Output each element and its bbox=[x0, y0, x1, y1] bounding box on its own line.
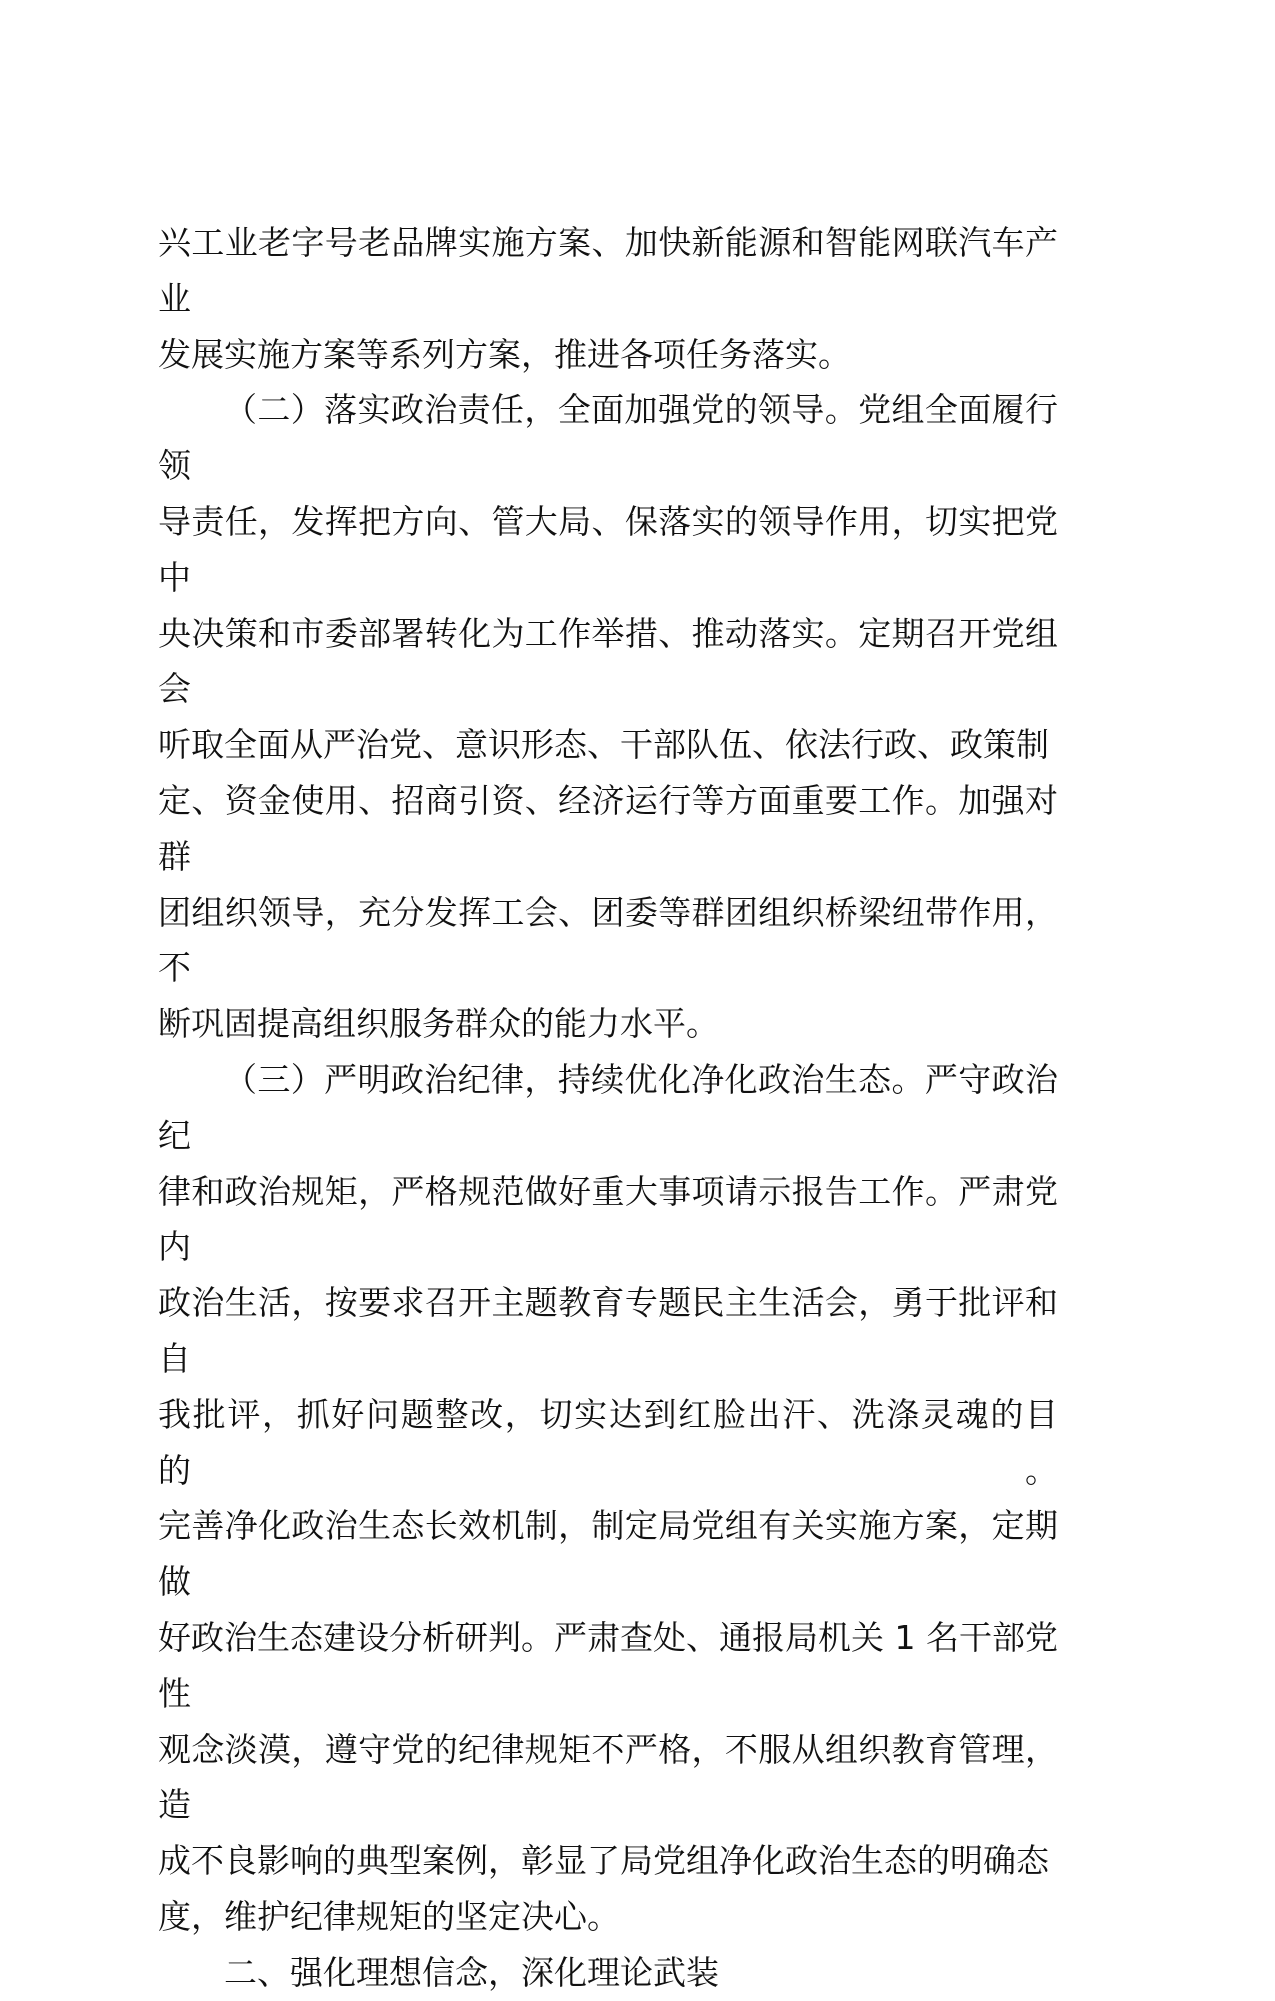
text-line: （二）落实政治责任，全面加强党的领导。党组全面履行领 bbox=[158, 390, 1058, 486]
text-line: 完善净化政治生态长效机制，制定局党组有关实施方案，定期做 bbox=[158, 1506, 1058, 1602]
heading-text: 二、强化理想信念，深化理论武装 bbox=[224, 1952, 719, 1992]
text-line: 度，维护纪律规矩的坚定决心。 bbox=[158, 1896, 620, 1936]
text-line: 我批评，抓好问题整改，切实达到红脸出汗、洗涤灵魂的目的。 bbox=[158, 1394, 1058, 1490]
text-line: 定、资金使用、招商引资、经济运行等方面重要工作。加强对群 bbox=[158, 780, 1058, 876]
text-line: 好政治生态建设分析研判。严肃查处、通报局机关 1 名干部党性 bbox=[158, 1617, 1058, 1713]
text-line: 律和政治规矩，严格规范做好重大事项请示报告工作。严肃党内 bbox=[158, 1171, 1058, 1267]
text-line: 听取全面从严治党、意识形态、干部队伍、依法行政、政策制 bbox=[158, 725, 1049, 765]
text-line: 发展实施方案等系列方案，推进各项任务落实。 bbox=[158, 334, 851, 374]
text-line: 团组织领导，充分发挥工会、团委等群团组织桥梁纽带作用，不 bbox=[158, 892, 1058, 988]
text-line: 成不良影响的典型案例，彰显了局党组净化政治生态的明确态 bbox=[158, 1841, 1049, 1881]
paragraph-section-2 bbox=[158, 382, 1058, 1052]
text-line: 央决策和市委部署转化为工作举措、推动落实。定期召开党组会 bbox=[158, 613, 1058, 709]
text-line: 导责任，发挥把方向、管大局、保落实的领导作用，切实把党中 bbox=[158, 501, 1058, 597]
text-line: 观念淡漠，遵守党的纪律规矩不严格，不服从组织教育管理，造 bbox=[158, 1729, 1058, 1825]
text-line: 政治生活，按要求召开主题教育专题民主生活会，勇于批评和自 bbox=[158, 1283, 1058, 1378]
text-line: （三）严明政治纪律，持续优化净化政治生态。严守政治纪 bbox=[158, 1059, 1058, 1155]
section-heading bbox=[158, 1945, 1058, 2001]
paragraph-continuation bbox=[158, 215, 1058, 382]
document-page bbox=[158, 215, 1058, 2001]
paragraph-section-3 bbox=[158, 1052, 1058, 1945]
text-line: 兴工业老字号老品牌实施方案、加快新能源和智能网联汽车产业 bbox=[158, 223, 1058, 318]
text-line: 断巩固提高组织服务群众的能力水平。 bbox=[158, 1004, 719, 1044]
